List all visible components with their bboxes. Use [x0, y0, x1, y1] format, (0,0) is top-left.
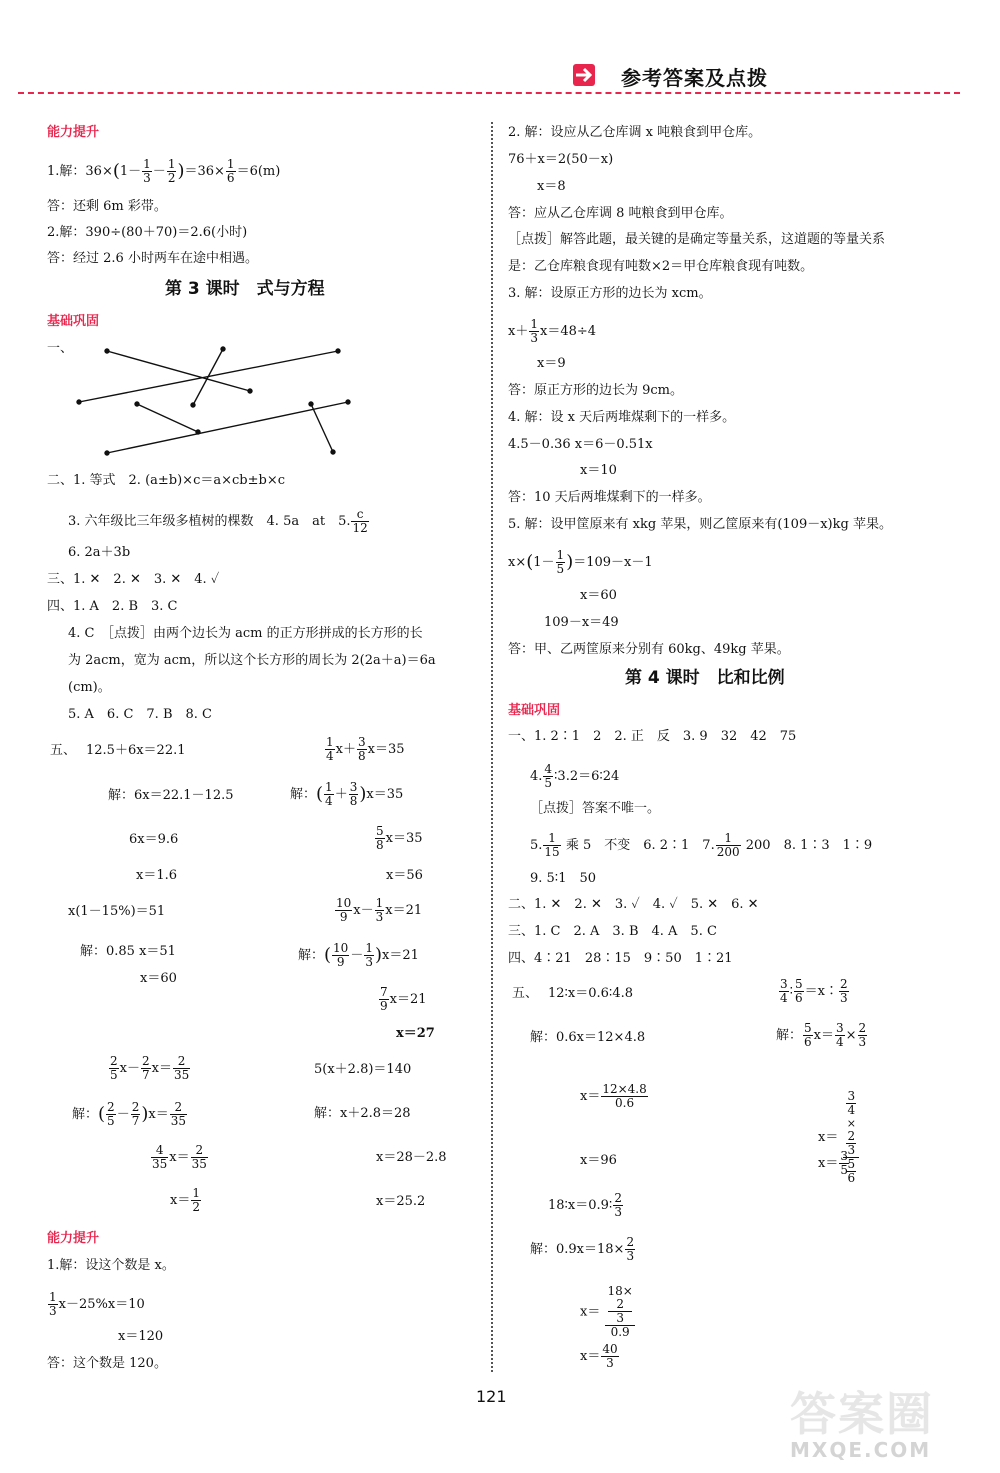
question-number: 五、 [512, 986, 539, 1001]
equation: $\frac{1}{4}$ x＋ $\frac{3}{8}$ x＝35 [326, 735, 405, 763]
equation: 6x＝9.6 [129, 832, 179, 847]
answer-line: 4. $\frac{4}{5}$ ∶3.2＝6∶24 [530, 762, 620, 790]
answer-line: 是：乙仓库粮食现有吨数×2＝甲仓库粮食现有吨数。 [508, 259, 814, 274]
equation: 解：6x＝22.1－12.5 [108, 788, 234, 803]
question-number: 五、 [50, 743, 77, 758]
answer-line: 二、1. ✕ 2. ✕ 3. ✓ 4. ✓ 5. ✕ 6. ✕ [508, 897, 759, 912]
section-heading: 能力提升 [47, 125, 100, 140]
answer-line: 1.解：设这个数是 x。 [47, 1258, 175, 1273]
answer-line: 三、1. C 2. A 3. B 4. A 5. C [508, 924, 717, 939]
equation: x＝60 [140, 971, 177, 986]
answer-line: 答：应从乙仓库调 8 吨粮食到甲仓库。 [508, 206, 733, 221]
equation: x＝8 [537, 179, 566, 194]
answer-line: ［点拨］答案不唯一。 [530, 801, 661, 816]
equation: x＝27 [396, 1026, 435, 1041]
equation: x＝10 [580, 463, 617, 478]
watermark-logo: 答案圈 [790, 1387, 934, 1441]
equation: $\frac{3}{4}$ ∶ $\frac{5}{6}$ ＝x∶ $\frac{2}{3}$ [780, 977, 848, 1005]
equation: x＝ $\frac{40}{3}$ [580, 1342, 618, 1370]
equation: x×(1－ $\frac{1}{5}$ )＝109－x－1 [508, 548, 653, 576]
answer-line: 答：经过 2.6 小时两车在途中相遇。 [47, 251, 258, 266]
lesson-title: 第 3 课时 式与方程 [165, 279, 325, 299]
header-divider [18, 92, 960, 94]
section-heading: 基础巩固 [508, 703, 561, 718]
answer-line: 答：甲、乙两筐原来分别有 60kg、49kg 苹果。 [508, 642, 790, 657]
answer-line: ［点拨］解答此题，最关键的是确定等量关系，这道题的等量关系 [508, 232, 886, 247]
answer-line: 答：10 天后两堆煤剩下的一样多。 [508, 490, 711, 505]
equation: $\frac{2}{5}$ x－ $\frac{2}{7}$ x＝ $\frac{2}{35}$ [110, 1054, 190, 1082]
equation: 12∶x＝0.6∶4.8 [548, 986, 633, 1001]
equation: 解：0.85 x＝51 [80, 944, 176, 959]
answer-line: 答：原正方形的边长为 9cm。 [508, 383, 684, 398]
answer-line: 3. 六年级比三年级多植树的棵数 4. 5a at 5. $\frac{c}{12}$ [68, 507, 368, 535]
answer-line: 四、4∶21 28∶15 9∶50 1∶21 [508, 951, 733, 966]
watermark-url: MXQE.COM [790, 1438, 932, 1462]
answer-line: 二、1. 等式 2. (a±b)×c＝a×cb±b×c [47, 473, 285, 488]
equation: x＝56 [386, 868, 423, 883]
answer-line: 3. 解：设原正方形的边长为 xcm。 [508, 286, 712, 301]
answer-line: 2. 解：设应从乙仓库调 x 吨粮食到甲仓库。 [508, 125, 762, 140]
equation: 18∶x＝0.9∶ $\frac{2}{3}$ [548, 1191, 622, 1219]
equation: x＝ $\frac{1}{2}$ [170, 1186, 200, 1214]
answer-line: 4. C ［点拨］由两个边长为 acm 的正方形拼成的长方形的长 [68, 626, 423, 641]
equation: 解：0.6x＝12×4.8 [530, 1030, 646, 1045]
equation: $\frac{4}{35}$ x＝ $\frac{2}{35}$ [152, 1143, 207, 1171]
equation: x＝ 3 4 × 2 3 5 6 [818, 1090, 860, 1185]
answer-line: 5. 解：设甲筐原来有 xkg 苹果，则乙筐原来有(109－x)kg 苹果。 [508, 517, 892, 532]
answer-line: 1.解：36×(1－ $\frac{1}{3}$ － $\frac{1}{2}$ )＝36× $\frac{1}{6}$ ＝6(m) [47, 157, 281, 185]
equation: x＝9 [537, 356, 566, 371]
question-number: 一、 [47, 341, 74, 356]
equation: $\frac{10}{9}$ x－ $\frac{1}{3}$ x＝21 [336, 896, 423, 924]
page-number: 121 [476, 1387, 507, 1406]
equation: 解：x＋2.8＝28 [314, 1106, 411, 1121]
column-divider [491, 122, 493, 1372]
equation: $\frac{1}{3}$ x－25%x＝10 [49, 1290, 145, 1318]
equation: 解：0.9x＝18× $\frac{2}{3}$ [530, 1235, 635, 1263]
equation: x＝28－2.8 [376, 1150, 447, 1165]
answer-line: 5. A 6. C 7. B 8. C [68, 707, 212, 722]
answer-line: 四、1. A 2. B 3. C [47, 599, 178, 614]
answer-line: 6. 2a＋3b [68, 545, 131, 560]
equation: x＝120 [118, 1329, 164, 1344]
answer-line: 三、1. ✕ 2. ✕ 3. ✕ 4. ✓ [47, 572, 220, 587]
answer-line: 5. $\frac{1}{15}$ 乘 5 不变 6. 2∶1 7. $\frac{1}{200}$ 200 8. 1∶3 1∶9 [530, 831, 873, 859]
equation: 109－x＝49 [544, 615, 619, 630]
equation: x＝96 [580, 1153, 617, 1168]
answer-line: (cm)。 [68, 680, 111, 695]
equation: 解：( $\frac{10}{9}$ － $\frac{1}{3}$ )x＝21 [298, 941, 419, 969]
arrow-icon [573, 64, 595, 86]
equation: 解：( $\frac{1}{4}$ ＋ $\frac{3}{8}$ )x＝35 [290, 780, 404, 808]
equation: 76＋x＝2(50－x) [508, 152, 614, 167]
answer-line: 2.解：390÷(80＋70)＝2.6(小时) [47, 225, 248, 240]
answer-line: 答：这个数是 120。 [47, 1356, 167, 1371]
lesson-title: 第 4 课时 比和比例 [625, 668, 785, 688]
equation: x＝ $\frac{12\times 4.8}{0.6}$ [580, 1082, 647, 1110]
equation: 4.5－0.36 x＝6－0.51x [508, 437, 653, 452]
equation: 解： $\frac{5}{6}$ x＝ $\frac{3}{4}$ × $\frac{2}{3}$ [776, 1021, 867, 1049]
section-heading: 能力提升 [47, 1231, 100, 1246]
equation: x＝ $\frac{3}{5}$ [818, 1149, 848, 1177]
header-title: 参考答案及点拨 [621, 66, 768, 90]
equation: 解：( $\frac{2}{5}$ － $\frac{2}{7}$ )x＝ $\frac{2}{35}$ [72, 1100, 186, 1128]
equation: 5(x＋2.8)＝140 [314, 1062, 412, 1077]
answer-line: 9. 5∶1 50 [530, 871, 597, 886]
answer-line: 答：还剩 6m 彩带。 [47, 199, 167, 214]
equation: x＝ 18× 2 3 0.9 [580, 1284, 633, 1339]
equation: x＋ $\frac{1}{3}$ x＝48÷4 [508, 317, 597, 345]
line-figure [70, 340, 360, 460]
equation: x＝60 [580, 588, 617, 603]
equation: x(1－15%)＝51 [68, 904, 166, 919]
answer-line: 为 2acm，宽为 acm，所以这个长方形的周长为 2(2a＋a)＝6a [68, 653, 436, 668]
answer-line: 一、1. 2∶1 2 2. 正 反 3. 9 32 42 75 [508, 729, 797, 744]
equation: $\frac{7}{9}$ x＝21 [380, 985, 427, 1013]
section-heading: 基础巩固 [47, 314, 100, 329]
equation: $\frac{5}{8}$ x＝35 [376, 824, 423, 852]
equation: 12.5＋6x＝22.1 [86, 743, 186, 758]
answer-line: 4. 解：设 x 天后两堆煤剩下的一样多。 [508, 410, 736, 425]
equation: x＝1.6 [136, 868, 178, 883]
equation: x＝25.2 [376, 1194, 426, 1209]
